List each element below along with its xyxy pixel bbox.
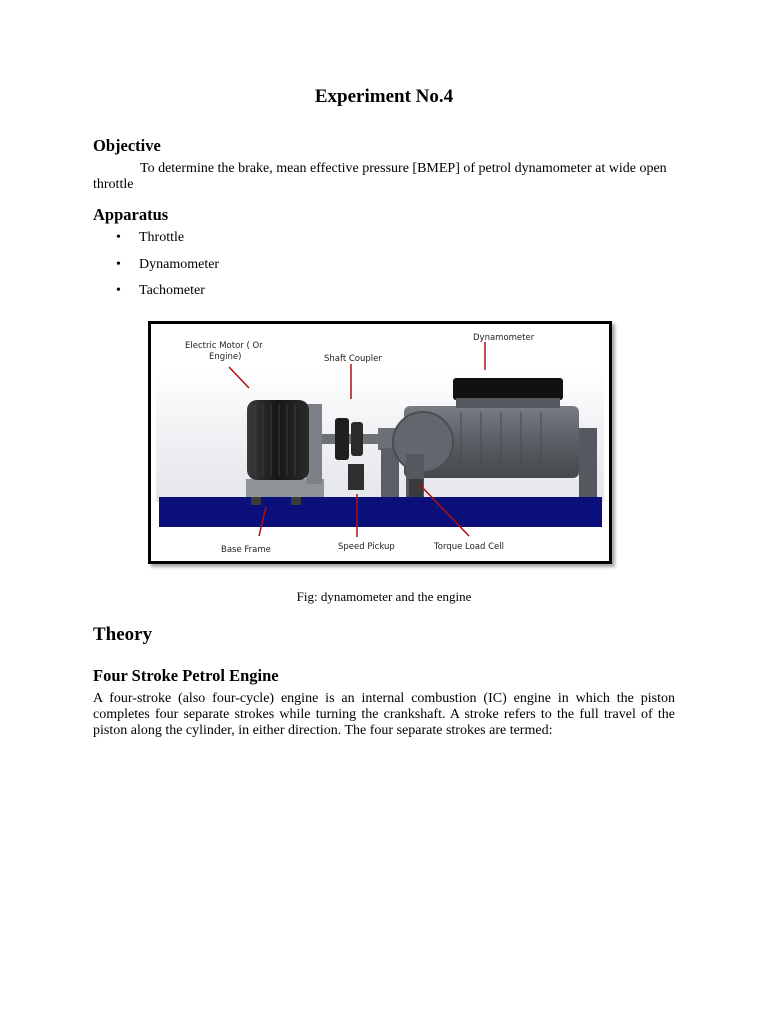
- speed-pickup-sensor: [348, 464, 364, 490]
- page-title: Experiment No.4: [314, 86, 454, 107]
- apparatus-item: Tachometer: [139, 283, 205, 298]
- theory-paragraph: A four-stroke (also four-cycle) engine is an internal combustion (IC) engine in which the piston completes four separate strokes while turning the crankshaft. A stroke refers to the full travel of the piston along the cylinder, in either direction. The four separate strokes are termed:: [93, 691, 675, 738]
- list-item: [93, 282, 219, 309]
- label-electric-motor-line2: Engine): [209, 352, 242, 362]
- apparatus-item: Throttle: [139, 230, 185, 245]
- theory-heading: Theory: [93, 624, 153, 645]
- section-heading: Four Stroke Petrol Engine: [93, 666, 279, 685]
- dynamometer-figure: [148, 321, 612, 564]
- apparatus-item: Dynamometer: [139, 256, 220, 272]
- objective-text: To determine the brake, mean effective pressure [BMEP] of petrol dynamometer at wide open throttle: [93, 161, 667, 192]
- bullet-icon: •: [116, 230, 121, 245]
- base-frame: [159, 497, 602, 527]
- dynamometer-support-right: [579, 428, 597, 497]
- apparatus-list: [93, 229, 219, 309]
- mount-foot: [291, 497, 301, 505]
- list-item: [93, 256, 219, 283]
- list-item: [93, 229, 219, 256]
- figure-caption: Fig: dynamometer and the engine: [296, 589, 472, 604]
- mount-foot: [251, 497, 261, 505]
- apparatus-heading: Apparatus: [93, 205, 169, 224]
- bullet-icon: •: [116, 283, 121, 298]
- torque-load-cell: [409, 479, 423, 497]
- label-torque-load-cell: Torque Load Cell: [434, 542, 504, 552]
- shaft-coupler-half: [351, 422, 363, 456]
- label-shaft-coupler: Shaft Coupler: [324, 354, 382, 364]
- objective-heading: Objective: [93, 136, 161, 155]
- shaft-coupler: [335, 418, 349, 460]
- electric-motor: [247, 400, 309, 480]
- dynamometer-top-rim: [456, 398, 560, 408]
- label-speed-pickup: Speed Pickup: [338, 542, 395, 552]
- label-dynamometer: Dynamometer: [473, 333, 535, 343]
- label-electric-motor-line1: Electric Motor ( Or: [185, 341, 263, 351]
- dynamometer-top: [453, 378, 563, 400]
- dynamometer-diagram: [151, 324, 609, 561]
- label-base-frame: Base Frame: [221, 545, 271, 555]
- bullet-icon: •: [116, 256, 121, 272]
